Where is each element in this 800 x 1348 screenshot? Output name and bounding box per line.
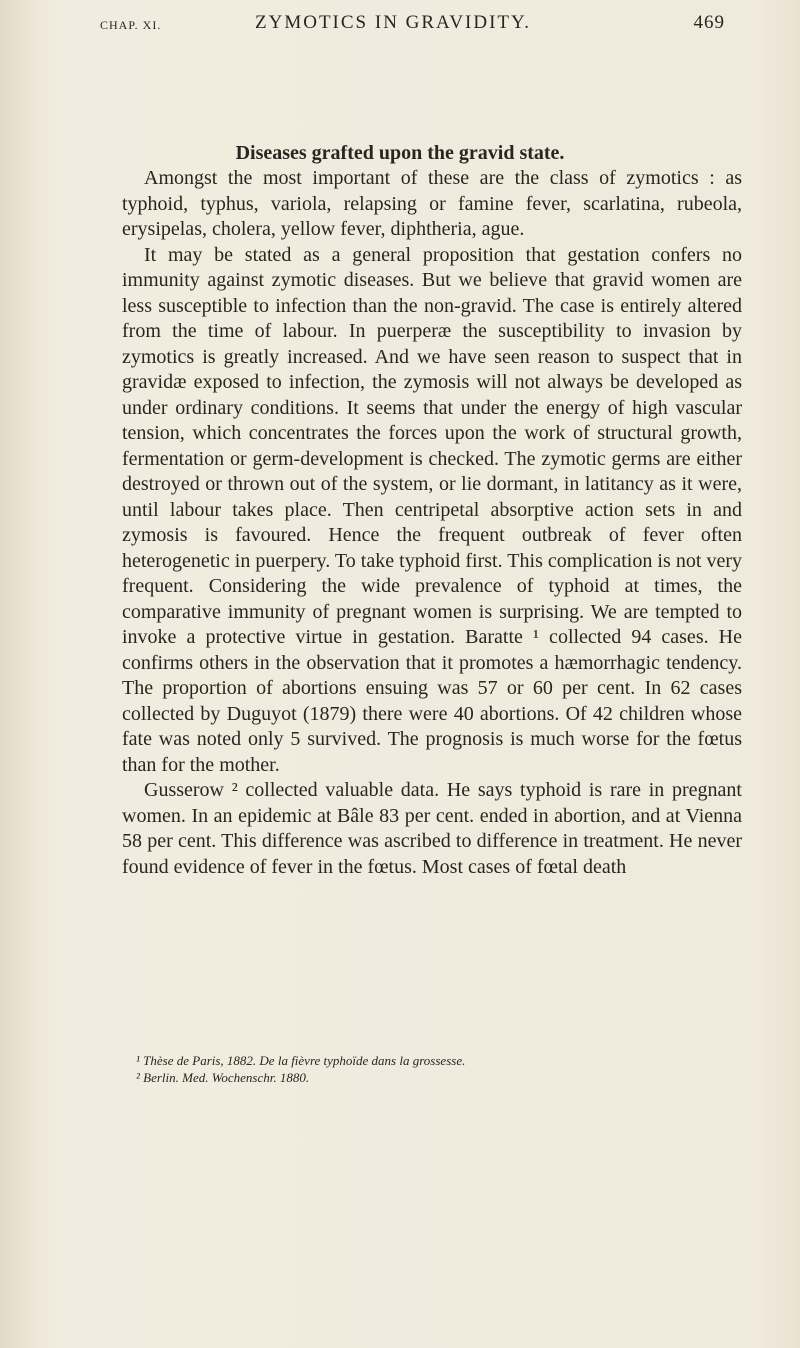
running-title: ZYMOTICS IN GRAVIDITY.: [255, 12, 532, 33]
chapter-label: CHAP. XI.: [100, 18, 162, 32]
section-heading: Diseases grafted upon the gravid state.: [235, 142, 565, 164]
paragraph-3: Gusserow ² collected valuable data. He says typhoid is rare in pregnant women. In an epidemic at Bâle 83 per cent. ended in abortion, and at Vienna 58 per cent. This difference was ascribed to difference in treatment. He never found evidence of fever in the fœtus. Most cases of fœtal death: [122, 779, 742, 878]
footnote-2: ² Berlin. Med. Wochenschr. 1880.: [136, 1070, 310, 1085]
paragraph-2: It may be stated as a general proposition that gestation confers no immunity against zymotic diseases. But we believe that gravid women are less susceptible to infection than the non-gravid. The case is entirely altered from the time of labour. In puerperæ the susceptibility to invasion by zymotics is greatly increased. And we have seen reason to suspect that in gravidæ exposed to infection, the zymosis will not always be developed as under ordinary conditions. It seems that under the energy of high vascular tension, which concentrates the forces upon the work of structural growth, fermentation or germ-development is checked. The zymotic germs are either destroyed or thrown out of the system, or lie dormant, in latitancy as it were, until labour takes place. Then centripetal absorptive action sets in and zymosis is favoured. Hence the frequent outbreak of fever often heterogenetic in puerpery. To take typhoid first. This complication is not very frequent. Considering the wide prevalence of typhoid at times, the comparative immunity of pregnant women is surprising. We are tempted to invoke a protective virtue in gestation. Baratte ¹ collected 94 cases. He confirms others in the observation that it promotes a hæmorrhagic tendency. The proportion of abortions ensuing was 57 or 60 per cent. In 62 cases collected by Duguyot (1879) there were 40 abortions. Of 42 children whose fate was noted only 5 survived. The prognosis is much worse for the fœtus than for the mother.: [122, 243, 742, 776]
page-number: 469: [693, 12, 725, 33]
running-header: [100, 12, 725, 42]
footnote-1: ¹ Thèse de Paris, 1882. De la fièvre typhoïde dans la grossesse.: [136, 1053, 466, 1068]
paragraph-1: Amongst the most important of these are the class of zymotics : as typhoid, typhus, variola, relapsing or famine fever, scarlatina, rubeola, erysipelas, cholera, yellow fever, diphtheria, ague.: [122, 167, 742, 240]
body-text: [122, 166, 742, 880]
footnotes: [122, 1052, 742, 1086]
